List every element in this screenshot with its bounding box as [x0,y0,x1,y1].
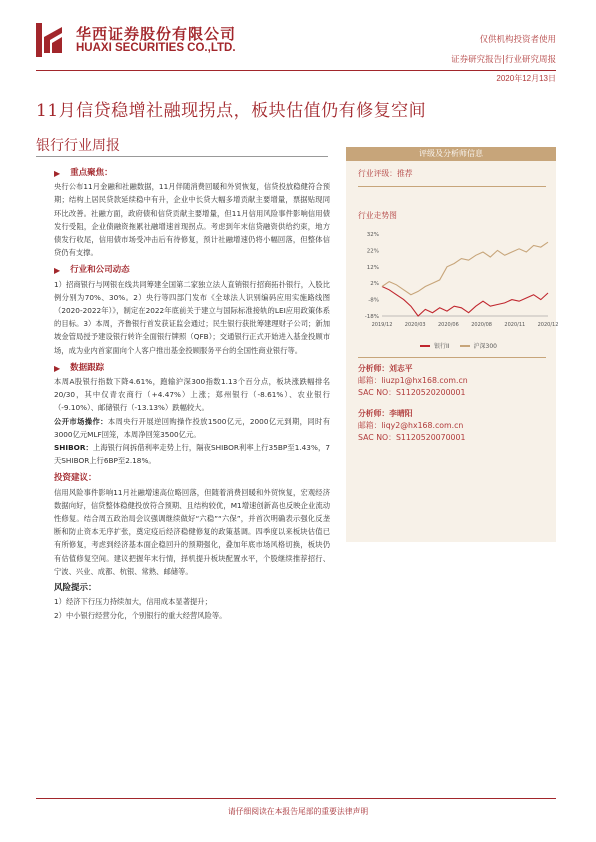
report-title: 11月信贷稳增社融现拐点，板块估值仍有修复空间 [36,101,427,121]
company-logo-icon [36,23,70,57]
bullet-icon: ▶ [54,266,61,276]
analyst-email[interactable]: 邮箱：liuzp1@hx168.com.cn [358,376,468,385]
company-name-cn: 华西证券股份有限公司 [76,25,237,43]
bullet-icon: ▶ [54,169,61,178]
analyst-name: 分析师：刘志平 [358,364,413,373]
main-content [54,165,330,622]
subtitle-divider [36,156,328,157]
section-risk-heading: 风险提示： [54,583,97,594]
y-tick-label: 2% [370,281,379,288]
legend-swatch-bank [420,345,430,347]
panel-divider [358,357,546,358]
analyst-email[interactable]: 邮箱：liqy2@hx168.com.cn [358,421,464,430]
footer-disclaimer[interactable]: 请仔细阅读在本报告尾部的重要法律声明 [227,807,369,816]
x-tick-label: 2020/06 [438,322,459,328]
y-tick-label: 32% [366,232,379,238]
analyst-sac: SAC NO：S1120520200001 [358,388,466,397]
analyst-sac: SAC NO：S1120520070001 [358,433,466,442]
analyst-name: 分析师：李晴阳 [358,409,413,418]
chart-legend [420,341,497,350]
industry-rating: 行业评级：推荐 [358,169,413,178]
x-tick-label: 2020/08 [471,322,492,328]
x-tick-label: 2020/11 [504,322,526,328]
section-dynamic-heading: ▶ 行业和公司动态 [54,264,330,277]
company-name-en: HUAXI SECURITIES CO.,LTD. [76,42,236,54]
audience-notice: 仅供机构投资者使用 [479,35,556,45]
report-subtitle: 银行行业周报 [36,138,120,154]
trend-chart [352,226,559,338]
legend-swatch-hs300 [460,345,470,347]
legend-label-hs300: 沪深300 [473,343,497,350]
report-category: 证券研究报告|行业研究周报 [451,55,556,65]
shibor-paragraph: SHIBOR：上海银行间拆借利率走势上行，隔夜SHIBOR利率上行35BP至1.43%，7天SHIBOR上行6BP至2.18%。 [54,443,330,466]
legend-label-bank: 银行II [434,343,450,350]
analyst-block-1 [358,363,468,399]
focus-paragraph: 央行公布11月金融和社融数据，11月伴随消费回暖和外贸恢复，信贷投放稳健符合预期；结构上居民贷款延续稳中有升，企业中长贷大幅多增贡献主要增量，票据贴现同环比改善。社融方面，政府债和信贷贡献主要增量，但11月信用风险事件影响信用债发行受阻，企业债融资拖累社融增速首现拐点。考虑到年末信贷融资供给约束，地方债发行收尾，信用债市场受冲击后有待修复，预计社融增速仍将小幅回落，但整体信贷仍有支撑。 [54,182,330,258]
x-tick-label: 2020/03 [404,322,426,328]
panel-header: 评级及分析师信息 [346,147,556,161]
section-focus-heading: ▶ 重点聚焦： [54,167,330,180]
footer-divider [36,798,556,799]
x-tick-label: 2019/12 [371,322,393,328]
risk-item: 1）经济下行压力持续加大，信用成本显著提升； [54,597,212,607]
series-line-hs300 [382,242,548,295]
y-tick-label: 22% [366,248,379,255]
advice-paragraph: 信用风险事件影响11月社融增速高位略回落，但随着消费回暖和外贸恢复，宏观经济数据向好，信贷整体稳健投放符合预期、且结构较优，M1增速创新高也反映企业流动性修复。结合周五政治局会议强调继续做好“六稳”“六保”，并首次明确表示强化反垄断和防止资本无序扩张，奠定疫后经济稳健修复的政策基调。四季度以来板块估值已有所修复，考虑到经济基本面企稳回升的预期强化，叠加年底市场风格切换，板块仍有估值修复空间。建议把握年末行情，择机提升板块配置水平，个股继续推荐招行、宁波、兴业、成都、杭银、常熟、邮储等。 [54,487,330,576]
risk-item: 2）中小银行经营分化，个别银行的重大经营风险等。 [54,610,227,620]
header-divider [36,70,556,71]
section-data-heading: ▶ 数据跟踪 [54,362,330,375]
panel-divider [358,186,546,187]
y-tick-label: 12% [366,264,379,271]
series-line-bank [382,287,548,317]
dynamic-paragraph: 1）招商银行与网银在线共同筹建全国第二家独立法人直销银行招商拓扑银行，入股比例分别为70%、30%。2）央行等四部门发布《全球法人识别编码应用实施路线图（2020-2022年）》，制定在2022年底前关于建立与国际标准接轨的LEI应用政策体系的目标。3）本周，齐鲁银行首发获证监会通过；民生银行获批筹建理财子公司；新加坡金管局授予建设银行转许全面银行牌照（QFB）；交通银行正式开始进入基金投顾市场，成为业内首家面向个人客户推出基金投顾服务平台的全国性商业银行等。 [54,279,330,355]
analyst-block-2 [358,408,465,444]
y-tick-label: -8% [368,297,379,304]
x-tick-label: 2020/12 [537,322,559,328]
market-paragraph: 公开市场操作：本周央行开展逆回购操作投放1500亿元，2000亿元到期，同时有3000亿元MLF回笼，本周净回笼3500亿元。 [54,416,331,439]
trend-chart-title: 行业走势图 [358,211,397,220]
y-tick-label: -18% [364,314,379,320]
section-advice-heading: 投资建议： [54,473,97,484]
bullet-icon: ▶ [54,363,61,373]
data-paragraph: 本周A股银行指数下降4.61%，跑输沪深300指数1.13个百分点，板块涨跌幅排名20/30，其中仅青农商行（+4.47%）上涨；郑州银行（-8.61%）、农业银行（-9.10%）、邮储银行（-13.13%）跌幅较大。 [54,377,330,413]
report-date: 2020年12月13日 [496,74,556,83]
